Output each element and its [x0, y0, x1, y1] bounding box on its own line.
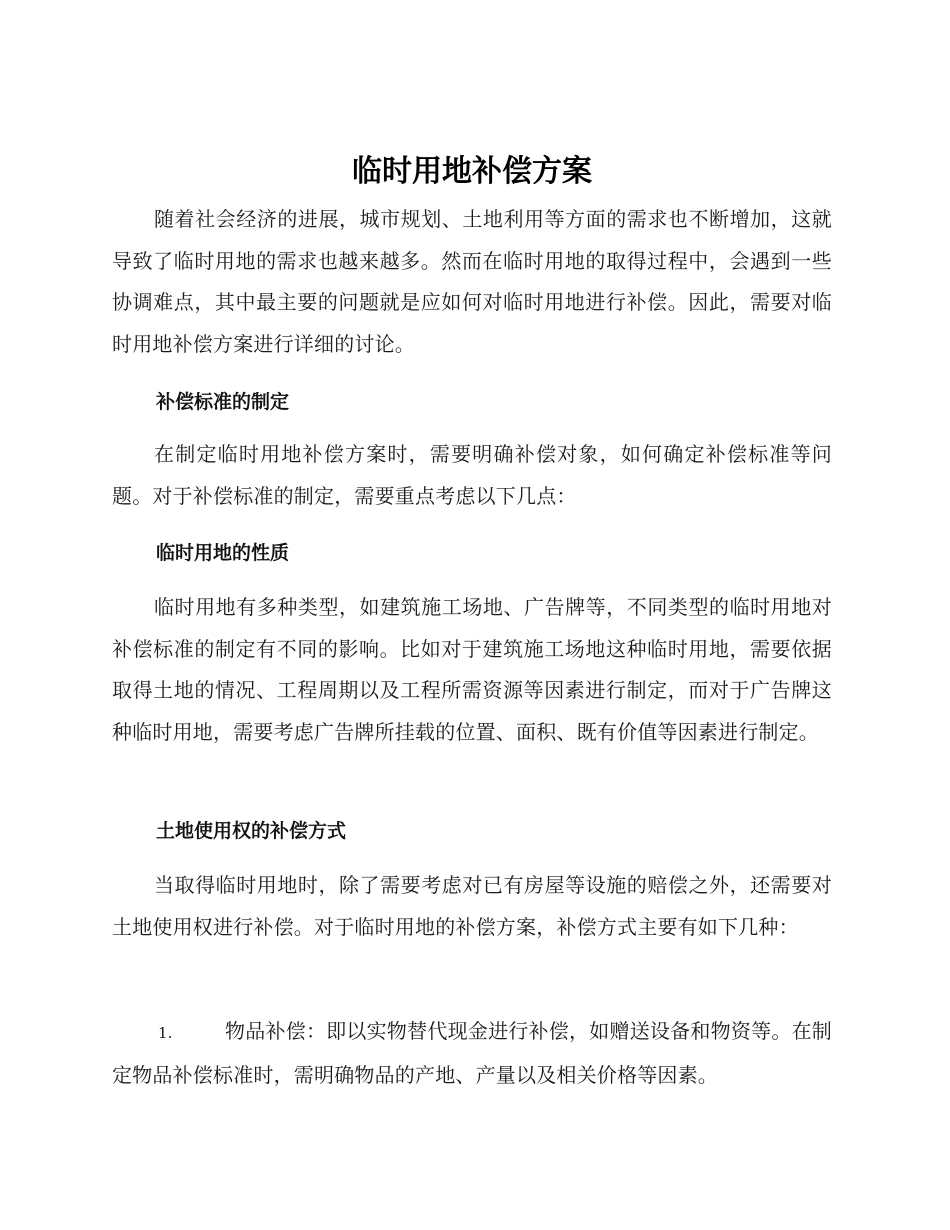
- section-heading-standard: 补偿标准的制定: [156, 391, 290, 413]
- list-item: [112, 1011, 832, 1096]
- section-heading-compensation-method: 土地使用权的补偿方式: [156, 820, 347, 842]
- list-item-text: 物品补偿：即以实物替代现金进行补偿，如赠送设备和物资等。在制定物品补偿标准时，需明确物品的产地、产量以及相关价格等因素。: [112, 1019, 832, 1087]
- section-body-compensation-method: 当取得临时用地时，除了需要考虑对已有房屋等设施的赔偿之外，还需要对土地使用权进行补偿。对于临时用地的补偿方案，补偿方式主要有如下几种：: [112, 873, 832, 939]
- section-body-nature: 临时用地有多种类型，如建筑施工场地、广告牌等，不同类型的临时用地对补偿标准的制定有不同的影响。比如对于建筑施工场地这种临时用地，需要依据取得土地的情况、工程周期以及工程所需资源等因素进行制定，而对于广告牌这种临时用地，需要考虑广告牌所挂载的位置、面积、既有价值等因素进行制定。: [112, 595, 832, 744]
- intro-paragraph: 随着社会经济的进展，城市规划、土地利用等方面的需求也不断增加，这就导致了临时用地的需求也越来越多。然而在临时用地的取得过程中，会遇到一些协调难点，其中最主要的问题就是应如何对临时用地进行补偿。因此，需要对临时用地补偿方案进行详细的讨论。: [112, 207, 832, 356]
- section-body-standard: 在制定临时用地补偿方案时，需要明确补偿对象，如何确定补偿标准等问题。对于补偿标准的制定，需要重点考虑以下几点：: [112, 442, 832, 508]
- document-title: 临时用地补偿方案: [352, 154, 592, 189]
- list-item-number: 1.: [158, 1024, 173, 1042]
- section-heading-nature: 临时用地的性质: [156, 542, 290, 564]
